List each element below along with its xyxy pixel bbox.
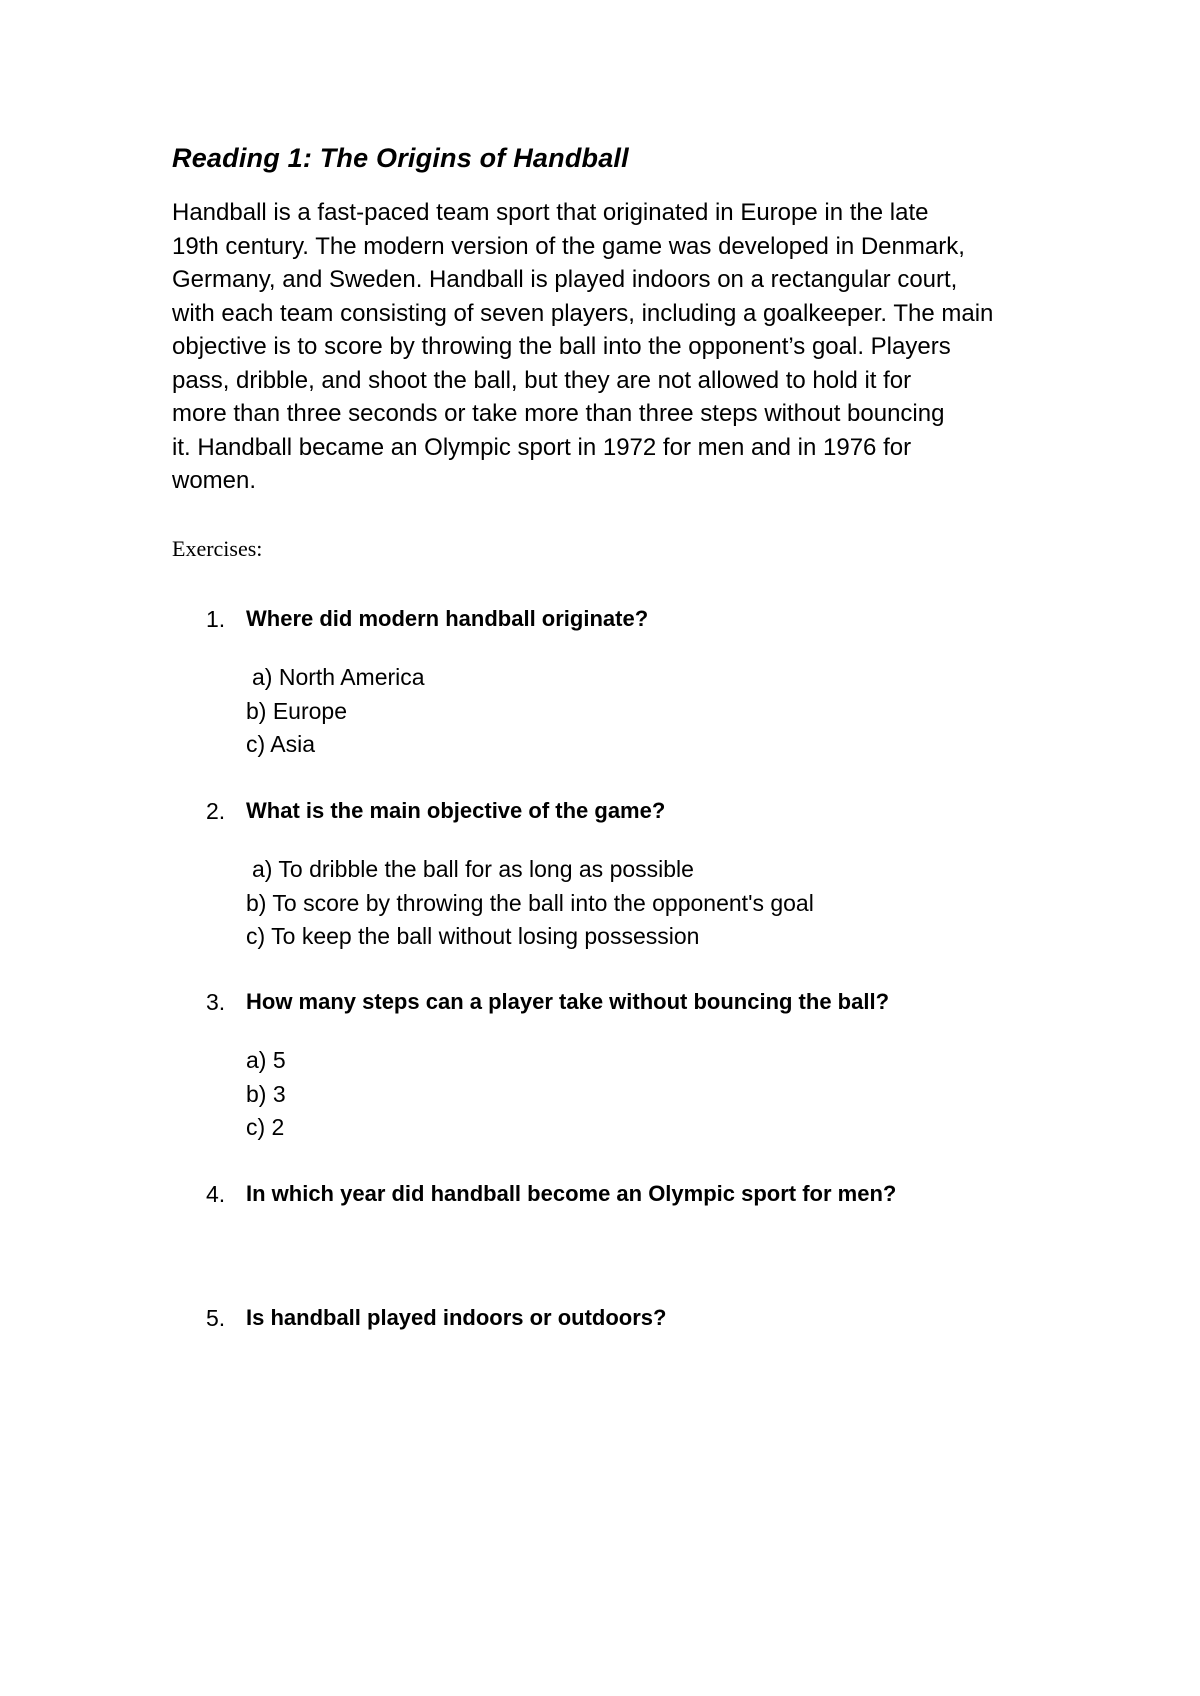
question-item <box>172 1302 1072 1334</box>
answer-option: b) To score by throwing the ball into the opponent's goal <box>246 889 814 916</box>
exercises-heading: Exercises: <box>172 535 263 561</box>
passage-line: women. <box>172 467 257 494</box>
worksheet-page <box>172 140 1072 564</box>
passage-line: it. Handball became an Olympic sport in 1972 for men and in 1976 for <box>172 433 912 461</box>
answer-option: c) Asia <box>246 731 316 757</box>
passage-line: more than three seconds or take more than three steps without bouncing <box>172 400 945 427</box>
answer-option: b) 3 <box>246 1080 286 1107</box>
question-text: What is the main objective of the game? <box>246 798 666 823</box>
question-text: Is handball played indoors or outdoors? <box>246 1305 667 1330</box>
question-header <box>172 603 1072 635</box>
passage-line: Germany, and Sweden. Handball is played indoors on a rectangular court, <box>172 266 958 293</box>
question-text: How many steps can a player take without bouncing the ball? <box>246 989 890 1014</box>
question-number: 3. <box>206 989 226 1015</box>
answer-option: c) To keep the ball without losing possession <box>246 923 700 949</box>
passage-line: pass, dribble, and shoot the ball, but they are not allowed to hold it for <box>172 366 912 394</box>
answer-options <box>246 1044 286 1145</box>
question-item <box>172 1178 1072 1210</box>
question-header <box>172 1302 1072 1334</box>
passage-line: objective is to score by throwing the ball into the opponent’s goal. Players <box>172 333 951 360</box>
question-header <box>172 986 1072 1018</box>
question-item <box>172 603 1072 757</box>
answer-option: a) North America <box>252 664 425 690</box>
question-number: 2. <box>206 798 226 824</box>
question-text: Where did modern handball originate? <box>246 606 649 631</box>
question-number: 5. <box>206 1305 226 1331</box>
answer-option: a) 5 <box>246 1047 286 1073</box>
passage-line: Handball is a fast-paced team sport that originated in Europe in the late <box>172 199 929 226</box>
reading-passage <box>172 196 1072 498</box>
passage-line: 19th century. The modern version of the game was developed in Denmark, <box>172 232 965 260</box>
question-header <box>172 795 1072 827</box>
answer-option: b) Europe <box>246 697 348 724</box>
question-text: In which year did handball become an Olympic sport for men? <box>246 1181 897 1206</box>
answer-option: c) 2 <box>246 1114 285 1140</box>
answer-options <box>246 661 425 762</box>
question-number: 4. <box>206 1181 226 1207</box>
question-item <box>172 986 1072 1140</box>
question-header <box>172 1178 1072 1210</box>
answer-options <box>246 853 814 954</box>
question-item <box>172 795 1072 949</box>
passage-line: with each team consisting of seven players, including a goalkeeper. The main <box>172 299 994 327</box>
question-number: 1. <box>206 606 226 632</box>
answer-option: a) To dribble the ball for as long as possible <box>252 856 694 882</box>
document-title: Reading 1: The Origins of Handball <box>172 143 629 173</box>
